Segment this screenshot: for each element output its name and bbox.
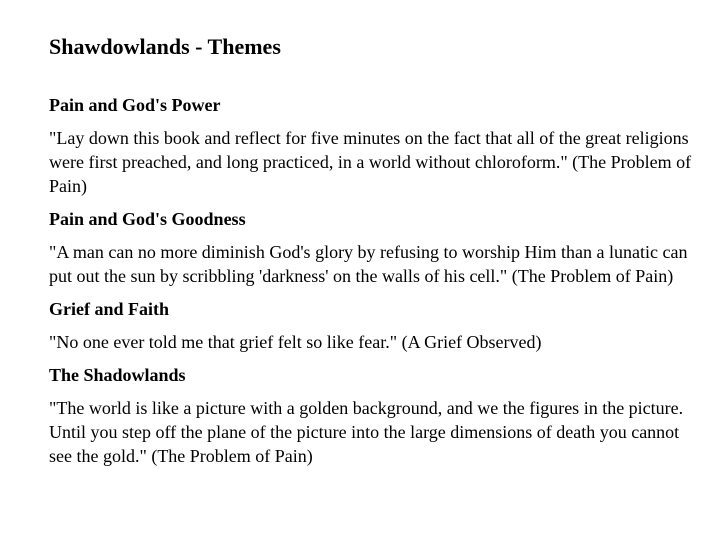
section-heading: Pain and God's Power [49,95,221,115]
section-grief-and-faith [49,297,699,354]
section-quote: "No one ever told me that grief felt so like fear." (A Grief Observed) [49,332,542,352]
section-quote: "A man can no more diminish God's glory by refusing to worship Him than a lunatic can put out the sun by scribbling 'darkness' on the walls of his cell." (The Problem of Pain) [49,242,688,286]
document-page [49,33,699,477]
section-pain-and-gods-goodness [49,207,699,288]
page-title: Shawdowlands - Themes [49,34,281,59]
section-quote: "The world is like a picture with a golden background, and we the figures in the picture. Until you step off the plane of the picture into the large dimensions of death you cannot see the gold." (The Problem of Pain) [49,398,684,466]
section-heading: Pain and God's Goodness [49,209,246,229]
section-the-shadowlands [49,363,699,468]
section-heading: Grief and Faith [49,299,169,319]
section-pain-and-gods-power [49,93,699,198]
section-heading: The Shadowlands [49,365,186,385]
section-quote: "Lay down this book and reflect for five minutes on the fact that all of the great religions were first preached, and long practiced, in a world without chloroform." (The Problem of Pain) [49,128,692,196]
